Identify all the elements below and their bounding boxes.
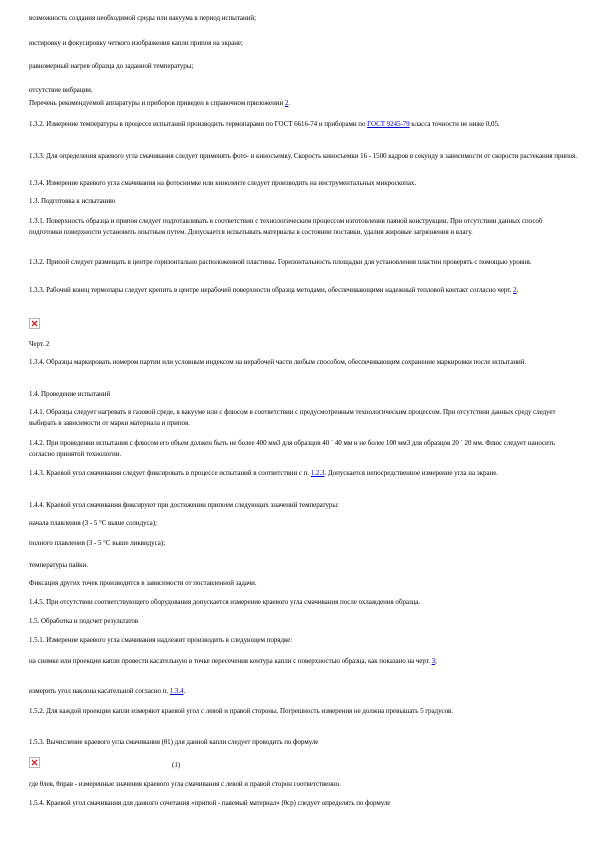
paragraph-tail: .	[288, 99, 291, 107]
paragraph: 1.5.4. Краевой угол смачивания для данного сочетания «припой - паяемый материал» (θср) следует определять по формуле	[29, 799, 391, 807]
paragraph: 1.4.5. При отсутствии соответствующего оборудования допускается измерение краевого угла смачивания после охлаждения образца.	[29, 598, 421, 606]
paragraph: 1.3.2. Припой следует размещать в центре горизонтально расположенной пластины. Горизонтальность площадки для установления пластин проверять с помощью уровня.	[29, 258, 532, 266]
paragraph: 1.5.3. Вычисление краевого угла смачивания (θ1) для данной капли следует проводить по формуле	[29, 738, 319, 746]
paragraph-tail: ;	[435, 657, 437, 665]
figure-link[interactable]: 2	[513, 286, 517, 294]
paragraph: температуры пайки.	[29, 561, 88, 569]
paragraph-text: на снимке или проекции капли провести касательную в точке пересечения контура капли с поверхностью образца, как показано на черт.	[29, 657, 432, 665]
paragraph: 1.3.1. Поверхность образца и припоя следует подготавливать в соответствии с технологическим процессом изготовления паяной конструкции. При отсутствии данных способ подготовки поверхности установить опытным путем. Допускается испытывать материалы в состоянии поставки, удалив жировые загрязнения и влагу.	[29, 217, 543, 236]
broken-image-icon	[29, 757, 40, 768]
paragraph-tail: .	[516, 286, 519, 294]
paragraph: 1.5.2. Для каждой проекции капли измеряют краевой угол с левой и правой стороны. Погрешность измерения не должна превышать 5 градусов.	[29, 707, 453, 715]
paragraph-text: 1.3.2. Измерение температуры в процессе испытаний производить термопарами по ГОСТ 6616-74 и приборами по	[29, 120, 368, 128]
gost-link[interactable]: ГОСТ 9245-79	[367, 120, 410, 128]
figure-caption: Черт. 2	[29, 340, 50, 348]
paragraph: 1.4.1. Образцы следует нагревать в газовой среде, в вакууме или с флюсом в соответствии с предусмотренным технологическим процессом. При отсутствии данных среду следует выбирать в зависимости от марки материала и припоя.	[29, 408, 556, 427]
section-heading: 1.5. Обработка и подсчет результатов	[29, 617, 139, 625]
paragraph: Фиксация других точек производится в зависимости от поставленной задачи.	[29, 579, 257, 587]
paragraph: полного плавления (3 - 5 °С выше ликвидуса);	[29, 539, 165, 547]
clause-link[interactable]: 1.3.4	[169, 687, 184, 695]
paragraph: юстировку и фокусировку четкого изображения капли припоя на экране;	[29, 39, 243, 47]
paragraph-tail: . Допускается непосредственное измерение угла на экране.	[324, 469, 498, 477]
paragraph: где θлев, θправ - измеренные значения краевого угла смачивания с левой и правой сторон соответственно.	[29, 780, 341, 788]
paragraph	[29, 686, 577, 697]
figure-link[interactable]: 3	[431, 657, 436, 665]
paragraph: 1.5.1. Измерение краевого угла смачивания надлежит производить в следующем порядке:	[29, 636, 293, 644]
paragraph-text: 1.3.3. Рабочий конец термопары следует крепить в центре нерабочей поверхности образца методами, обеспечивающими надежный тепловой контакт согласно черт.	[29, 286, 514, 294]
paragraph: отсутствие вибрации.	[29, 86, 93, 94]
paragraph	[29, 98, 577, 109]
broken-image-icon	[29, 318, 40, 329]
paragraph: возможность создания необходимой среды или вакуума в период испытаний;	[29, 14, 256, 22]
paragraph-tail: класса точности не ниже 0,05.	[409, 120, 500, 128]
paragraph-text: измерить угол наклона касательной согласно п.	[29, 687, 170, 695]
paragraph: равномерный нагрев образца до заданной температуры;	[29, 62, 194, 70]
paragraph	[29, 656, 577, 667]
paragraph: 1.4.2. При проведении испытания с флюсом его объем должен быть не более 400 мм3 для образцов 40 ´ 40 мм и не более 100 мм3 для образцов 20 ´ 20 мм. Флюс следует наносить согласно принятой технологии.	[29, 439, 555, 458]
paragraph-tail: .	[183, 687, 186, 695]
appendix-link[interactable]: 2	[284, 99, 289, 107]
paragraph	[29, 285, 577, 296]
paragraph: 1.3.4. Измерение краевого угла смачивания на фотоснимке или киноленте следует производить на инструментальных микроскопах.	[29, 179, 417, 187]
paragraph: 1.3.3. Для определения краевого угла смачивания следует применять фото- и киносъемку. Скорость киносъемки 16 - 1500 кадров в секунду в зависимости от скорости растекания припоя.	[29, 152, 578, 160]
section-heading: 1.3. Подготовка к испытанию	[29, 197, 116, 205]
paragraph	[29, 119, 577, 130]
formula-number: (1)	[172, 761, 181, 769]
clause-link[interactable]: 1.2.3	[310, 469, 325, 477]
paragraph-text: 1.4.3. Краевой угол смачивания следует фиксировать в процессе испытаний в соответствии с п.	[29, 469, 311, 477]
section-heading: 1.4. Проведение испытаний	[29, 390, 111, 398]
paragraph: начала плавления (3 - 5 °С выше солидуса);	[29, 519, 157, 527]
paragraph-text: Перечень рекомендуемой аппаратуры и приборов приведен в справочном приложении	[29, 99, 285, 107]
paragraph: 1.3.4. Образцы маркировать номером партии или условным индексом на нерабочей части любым способом, обеспечивающим сохранение маркировки после испытаний.	[29, 358, 527, 366]
paragraph	[29, 468, 577, 479]
paragraph: 1.4.4. Краевой угол смачивания фиксируют при достижении припоем следующих значений температуры:	[29, 501, 339, 509]
